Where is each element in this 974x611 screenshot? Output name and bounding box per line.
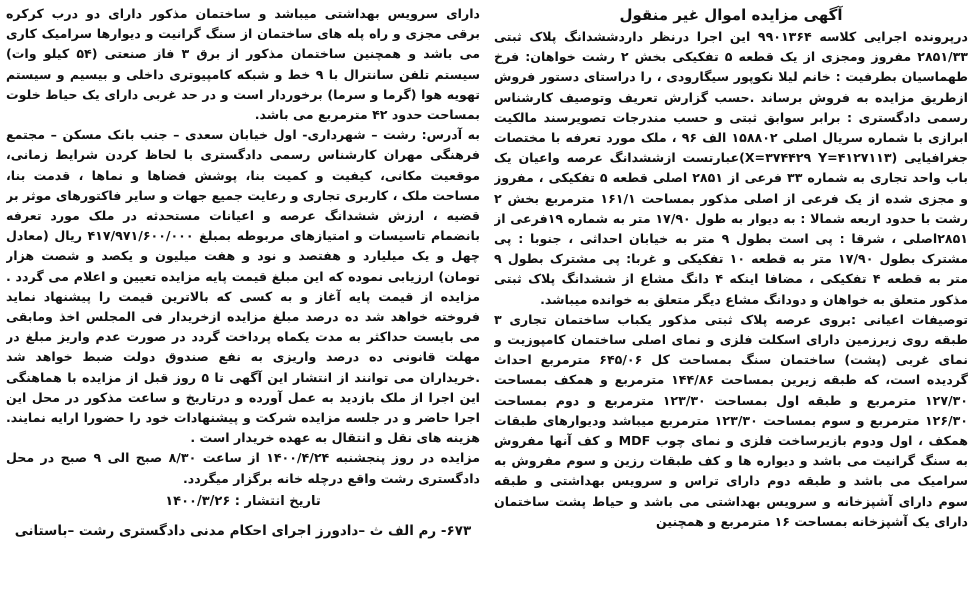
- notice-paragraph-building-description: توصیفات اعیانی :بروی عرصه پلاک ثبتی مذکور یکباب ساختمان تجاری ۳ طبقه روی زیرزمین دارای اسکلت فلزی و نمای اصلی ساختمان کامپوزیت و نمای غربی (پشت) ساختمان سنگ بمساحت کل ۶۴۵/۰۶ مترمربع احداث گردیده است، که طبقه زیرین بمساحت ۱۴۴/۸۶ مترمربع و همکف بمساحت ۱۲۷/۳۰ مترمربع و طبقه اول بمساحت ۱۲۳/۳۰ مترمربع و دوم بمساحت ۱۲۶/۳۰ مترمربع و سوم بمساحت ۱۲۳/۳۰ مترمربع میباشد ودیوارهای طبقات همکف ، اول ودوم بازیرساخت فلزی و نمای چوب MDF و کف آنها مفروش به سنگ گرانیت می باشد و دیواره ها و کف طبقات رزین و سوم مفروش به سرامیک می باشد و طبقه دوم دارای تراس و سرویس بهداشتی و طبقه سوم دارای آشپزخانه و سرویس بهداشتی می باشد و حیاط پشت ساختمان دارای یک آشپزخانه بمساحت ۱۶ مترمربع و همچنین: [494, 311, 968, 529]
- notice-title: آگهی مزایده اموال غیر منقول: [619, 6, 843, 24]
- notice-column-left: [6, 4, 480, 609]
- publish-date: تاریخ انتشار : ۱۴۰۰/۳/۲۶: [165, 493, 321, 509]
- notice-paragraph-case: درپرونده اجرایی کلاسه ۹۹۰۱۳۶۴ این اجرا درنظر داردششدانگ پلاک ثبتی ۲۸۵۱/۳۳ مفروز ومجزی از یک قطعه ۵ تفکیکی بخش ۲ رشت خواهان: فرخ طهماسیان بطرفیت : خانم لیلا نکوپور سیگارودی ، را دراستای دستور فروش ازطریق مزایده به فروش برساند .حسب گزارش تعریف وتوصیف کارشناس رسمی دادگستری : برابر سوابق ثبتی و حسب مندرجات تصویرسند مالکیت ابرازی با شماره سریال اصلی ۱۵۸۸۰۲ الف ۹۶ ، ملک مورد تعرفه با مختصات جغرافیایی (X=۳۷۴۴۲۹ Y=۴۱۲۷۱۱۳)عبارتست ازششدانگ عرصه واعیان یک باب واحد تجاری به شماره ۳۳ فرعی از ۲۸۵۱ اصلی قطعه ۵ تفکیکی ، مفروز و مجزی شده از یک فرعی از اصلی مذکور بمساحت ۱۶۱/۱ مترمربع بخش ۲ رشت با حدود اربعه شمالا : به دیوار به طول ۱۷/۹۰ متر به شماره ۱۹فرعی از ۲۸۵۱اصلی ، شرقا : پی است بطول ۹ متر به خیابان احداثی ، جنوبا : پی مشترک بطول ۱۷/۹۰ متر به قطعه ۱۰ تفکیکی و غربا: پی مشترک بطول ۹ متر به قطعه ۴ تفکیکی ، مضافا اینکه ۴ دانگ مشاع از ششدانگ پلاک ثبتی مذکور متعلق به خواهان و دودانگ مشاع دیگر متعلق به خوانده میباشد.: [494, 29, 968, 307]
- notice-signature: ۶۷۳- رم الف ث –دادورز اجرای احکام مدنی دادگستری رشت –باستانی: [14, 522, 472, 539]
- notice-paragraph-auction-time: مزایده در روز پنجشنبه ۱۴۰۰/۴/۲۴ از ساعت ۸/۳۰ صبح الی ۹ صبح در محل دادگستری رشت واقع درچله خانه برگزار میگردد.: [6, 450, 480, 486]
- notice-paragraph-address-valuation: به آدرس: رشت – شهرداری- اول خیابان سعدی – جنب بانک مسکن – مجتمع فرهنگی مهران کارشناس رسمی دادگستری با لحاظ کردن شرایط زمانی، موقعیت مکانی، کیفیت و کمیت بنا، پوشش فضاها و نماها ، قدمت بنا، مساحت ملک ، کاربری تجاری و رعایت جمیع جهات و سایر فاکتورهای موثر بر قضیه ، ارزش ششدانگ عرصه و اعیانات مستحدثه در ملک مورد تعرفه بانضمام تاسیسات و امتیازهای مربوطه بمبلغ ۴۱۷/۹۷۱/۶۰۰/۰۰۰ ریال (معادل چهل و یک میلیارد و هفتصد و نود و هفت میلیون و یکصد و شصت هزار تومان) ارزیابی نموده که این مبلغ قیمت پایه مزایده تعیین و اعلام می گردد . مزایده از قیمت پایه آغاز و به کسی که بالاترین قیمت را پیشنهاد نماید فروخته خواهد شد ده درصد مبلغ مزایده ازخریدار فی المجلس اخذ ومابقی می بایست حداکثر به مدت یکماه پرداخت گردد در صورت عدم واریز مبلغ در مهلت قانونی ده درصد واریزی به نفع صندوق دولت ضبط خواهد شد .خریداران می توانند از انتشار این آگهی تا ۵ روز قبل از مزایده با هماهنگی این اجرا از ملک بازدید به عمل آورده و درتاریخ و ساعت مذکور در محل این اجرا حاضر و در جلسه مزایده شرکت و پیشنهادات خود را حضورا ارایه نمایند. هزینه های نقل و انتقال به عهده خریدار است .: [6, 127, 480, 446]
- notice-column-right: [494, 4, 968, 609]
- notice-paragraph-facilities: دارای سرویس بهداشتی میباشد و ساختمان مذکور دارای دو درب کرکره برقی مجزی و راه پله های ساختمان از سنگ گرانیت و دیوارها سرامیک کاری می باشد و همچنین ساختمان مذکور از برق ۳ فاز صنعتی (۵۴ کیلو وات) سیستم تلفن سانترال با ۹ خط و شبکه کامپیوتری داخلی و بیسیم و سیستم تهویه هوا (گرما و سرما) برخوردار است و در حد غربی دارای یک حیاط خلوت بمساحت حدود ۴۲ مترمربع می باشد.: [6, 6, 480, 123]
